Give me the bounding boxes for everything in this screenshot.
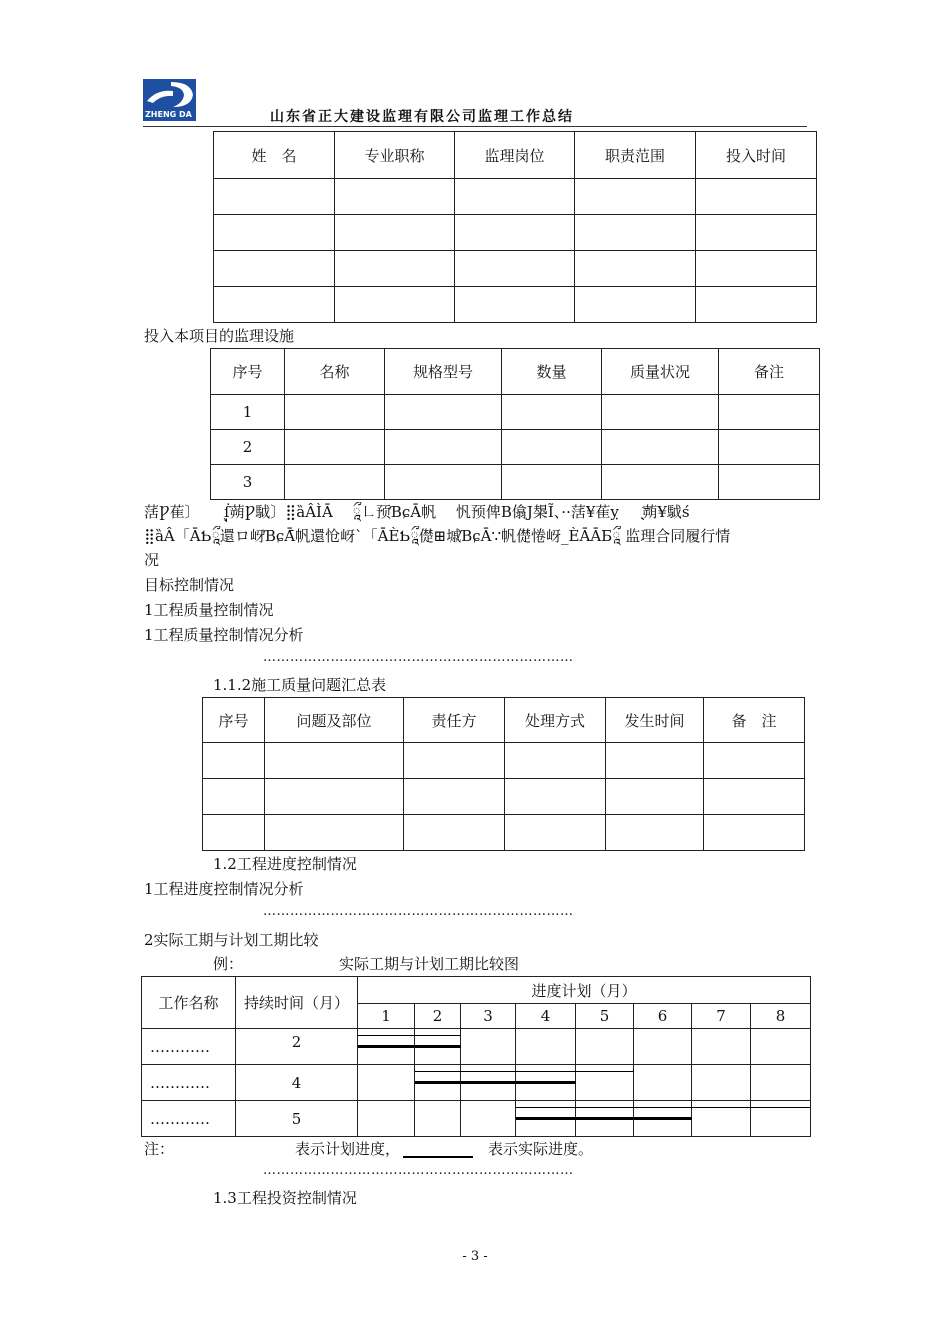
table-cell bbox=[203, 779, 265, 815]
garbled-text-line-3: 况 bbox=[144, 551, 160, 569]
table-cell bbox=[505, 815, 606, 851]
table-cell bbox=[704, 815, 805, 851]
table-cell bbox=[719, 465, 820, 500]
staff-table bbox=[213, 131, 817, 323]
gantt-header-row bbox=[142, 977, 811, 1004]
gantt-month-label: 5 bbox=[576, 1004, 634, 1029]
gantt-plan-bar bbox=[415, 1071, 634, 1072]
table-row bbox=[214, 251, 817, 287]
table-cell bbox=[404, 779, 505, 815]
gantt-task-duration: 4 bbox=[236, 1065, 358, 1101]
table-cell bbox=[602, 430, 719, 465]
table-header-cell: 监理岗位 bbox=[455, 132, 575, 179]
company-logo bbox=[143, 79, 196, 121]
section-progress-control: 1.2工程进度控制情况 bbox=[213, 855, 357, 873]
table-row bbox=[203, 779, 805, 815]
table-cell: 3 bbox=[211, 465, 285, 500]
section-quality-summary: 1.1.2施工质量问题汇总表 bbox=[213, 676, 387, 694]
facilities-heading: 投入本项目的监理设施 bbox=[144, 327, 295, 345]
gantt-task-duration: 5 bbox=[236, 1101, 358, 1137]
table-cell bbox=[455, 179, 575, 215]
section-quality-control: 1工程质量控制情况 bbox=[144, 601, 274, 619]
dotted-placeholder: …………………………………………………………… bbox=[263, 1163, 574, 1178]
note-plan-text: 表示计划进度， bbox=[295, 1140, 401, 1158]
table-header-cell: 职责范围 bbox=[575, 132, 696, 179]
table-header-cell: 质量状况 bbox=[602, 349, 719, 395]
logo-text: ZHENG DA bbox=[145, 110, 192, 119]
page-number: - 3 - bbox=[462, 1249, 488, 1264]
dotted-placeholder: …………………………………………………………… bbox=[263, 650, 574, 665]
table-cell bbox=[606, 743, 704, 779]
gantt-month-label: 2 bbox=[415, 1004, 461, 1029]
note-label: 注： bbox=[144, 1140, 175, 1158]
table-header-cell: 数量 bbox=[502, 349, 602, 395]
table-header-cell: 专业职称 bbox=[335, 132, 455, 179]
gantt-month-label: 8 bbox=[751, 1004, 811, 1029]
table-cell bbox=[404, 743, 505, 779]
table-header-row bbox=[203, 698, 805, 743]
table-cell bbox=[404, 815, 505, 851]
table-cell bbox=[285, 465, 385, 500]
gantt-month-label: 4 bbox=[516, 1004, 576, 1029]
table-cell bbox=[214, 251, 335, 287]
gantt-header-duration: 持续时间（月） bbox=[236, 977, 358, 1029]
table-cell bbox=[575, 287, 696, 323]
table-header-cell: 备 注 bbox=[704, 698, 805, 743]
gantt-month-label: 1 bbox=[358, 1004, 415, 1029]
section-quality-analysis: 1工程质量控制情况分析 bbox=[144, 626, 304, 644]
table-cell bbox=[265, 815, 404, 851]
table-row bbox=[211, 430, 820, 465]
table-cell bbox=[214, 179, 335, 215]
table-cell bbox=[575, 215, 696, 251]
table-header-cell: 序号 bbox=[203, 698, 265, 743]
gantt-task-name: ………… bbox=[142, 1101, 236, 1137]
gantt-month-label: 3 bbox=[461, 1004, 516, 1029]
gantt-actual-bar bbox=[358, 1045, 461, 1048]
table-cell bbox=[602, 465, 719, 500]
table-row bbox=[211, 395, 820, 430]
section-target-control: 目标控制情况 bbox=[144, 576, 235, 594]
table-cell bbox=[214, 287, 335, 323]
table-header-cell: 发生时间 bbox=[606, 698, 704, 743]
section-progress-analysis: 1工程进度控制情况分析 bbox=[144, 880, 304, 898]
table-cell bbox=[575, 251, 696, 287]
table-row bbox=[203, 743, 805, 779]
garbled-text-line-2: ⣿ȁÂ「ĀƄཱྀ還ロ岈ƁɕĀ̄帆還怆岈ˋ「ĀÈƄཱྀ儊⊞墄ƁɕĀ∵帆儊惓岈_ÈĀĀБཱྀ 监理合同履行情 bbox=[144, 527, 731, 545]
gantt-month-label: 6 bbox=[634, 1004, 692, 1029]
table-cell: 1 bbox=[211, 395, 285, 430]
gantt-month-label: 7 bbox=[692, 1004, 751, 1029]
section-investment-control: 1.3工程投资控制情况 bbox=[213, 1189, 357, 1207]
table-header-cell: 处理方式 bbox=[505, 698, 606, 743]
table-cell bbox=[602, 395, 719, 430]
table-cell bbox=[502, 395, 602, 430]
table-row bbox=[214, 215, 817, 251]
table-row bbox=[214, 287, 817, 323]
table-cell bbox=[285, 395, 385, 430]
garbled-text-line-1: 萿Ƿ萑〕 ẛ̖̘蒴Ƿ䮅〕⣿ȁÂÌĀ ཱྀ㇗预ƁɕĀ帆 忛预俾Β㒆Ј槼Ĩ、··萿¥萑ỵ ̖̖̖̖͝蒴¥䮅ś bbox=[144, 503, 690, 521]
table-header-cell: 姓 名 bbox=[214, 132, 335, 179]
gantt-actual-bar bbox=[516, 1117, 692, 1120]
chart-title: 实际工期与计划工期比较图 bbox=[339, 955, 520, 973]
gantt-header-plan: 进度计划（月） bbox=[358, 977, 811, 1004]
table-cell bbox=[696, 287, 817, 323]
table-cell bbox=[203, 815, 265, 851]
table-cell bbox=[502, 430, 602, 465]
table-cell bbox=[704, 743, 805, 779]
gantt-task-name: ………… bbox=[142, 1065, 236, 1101]
table-cell bbox=[385, 430, 502, 465]
table-header-cell: 规格型号 bbox=[385, 349, 502, 395]
table-cell bbox=[335, 215, 455, 251]
table-cell bbox=[696, 251, 817, 287]
table-cell bbox=[285, 430, 385, 465]
table-header-cell: 问题及部位 bbox=[265, 698, 404, 743]
header-divider bbox=[143, 126, 807, 127]
table-cell bbox=[335, 287, 455, 323]
dotted-placeholder: …………………………………………………………… bbox=[263, 904, 574, 919]
table-cell bbox=[385, 395, 502, 430]
section-period-comparison: 2实际工期与计划工期比较 bbox=[144, 931, 319, 949]
table-cell bbox=[335, 179, 455, 215]
gantt-task-name: ………… bbox=[142, 1029, 236, 1065]
table-cell bbox=[455, 215, 575, 251]
table-cell bbox=[606, 779, 704, 815]
table-row bbox=[211, 465, 820, 500]
table-cell bbox=[455, 251, 575, 287]
table-header-row bbox=[214, 132, 817, 179]
table-header-cell: 名称 bbox=[285, 349, 385, 395]
facilities-table bbox=[210, 348, 820, 500]
table-cell bbox=[719, 430, 820, 465]
table-cell bbox=[214, 215, 335, 251]
table-header-row bbox=[211, 349, 820, 395]
gantt-task-duration: 2 bbox=[236, 1029, 358, 1065]
table-cell bbox=[455, 287, 575, 323]
table-cell bbox=[505, 779, 606, 815]
gantt-plan-bar bbox=[358, 1035, 461, 1036]
table-cell bbox=[696, 215, 817, 251]
table-cell bbox=[575, 179, 696, 215]
note-actual-text: 表示实际进度。 bbox=[488, 1140, 594, 1158]
header-title: 山东省正大建设监理有限公司监理工作总结 bbox=[270, 109, 574, 125]
gantt-task-row bbox=[142, 1029, 811, 1065]
table-cell bbox=[265, 779, 404, 815]
legend-actual-line bbox=[403, 1156, 473, 1158]
table-cell bbox=[719, 395, 820, 430]
table-cell bbox=[502, 465, 602, 500]
table-header-cell: 序号 bbox=[211, 349, 285, 395]
table-header-cell: 备注 bbox=[719, 349, 820, 395]
table-header-cell: 投入时间 bbox=[696, 132, 817, 179]
table-cell bbox=[265, 743, 404, 779]
example-label: 例： bbox=[213, 955, 244, 973]
table-cell bbox=[696, 179, 817, 215]
gantt-actual-bar bbox=[415, 1081, 576, 1084]
table-cell: 2 bbox=[211, 430, 285, 465]
table-cell bbox=[335, 251, 455, 287]
table-row bbox=[203, 815, 805, 851]
table-row bbox=[214, 179, 817, 215]
issues-table bbox=[202, 697, 805, 851]
gantt-table bbox=[141, 976, 811, 1137]
table-cell bbox=[606, 815, 704, 851]
gantt-plan-bar bbox=[516, 1107, 811, 1108]
gantt-header-task-name: 工作名称 bbox=[142, 977, 236, 1029]
table-cell bbox=[203, 743, 265, 779]
table-cell bbox=[505, 743, 606, 779]
table-cell bbox=[385, 465, 502, 500]
table-header-cell: 责任方 bbox=[404, 698, 505, 743]
table-cell bbox=[704, 779, 805, 815]
